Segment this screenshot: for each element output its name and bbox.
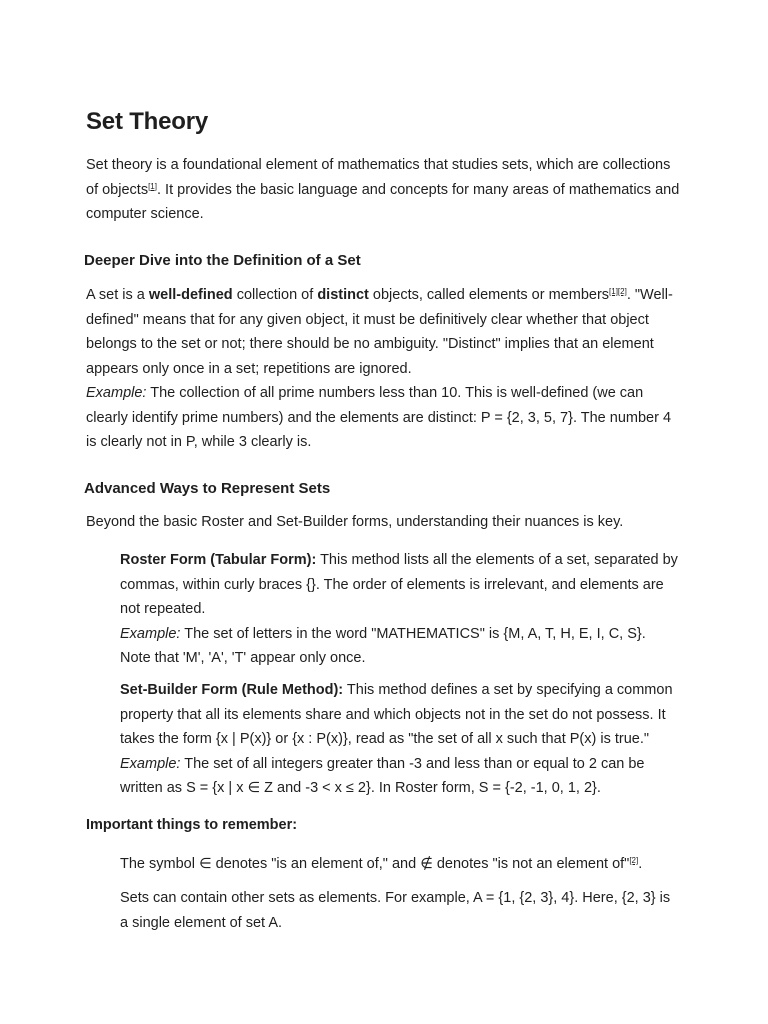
representation-intro: Beyond the basic Roster and Set-Builder forms, understanding their nuances is key. <box>86 514 624 530</box>
citation-link[interactable]: [1] <box>148 181 157 191</box>
citation-link[interactable]: [2] <box>629 856 639 865</box>
remember-heading: Important things to remember: <box>86 817 298 833</box>
example-label: Example: <box>120 755 181 772</box>
definition-heading: Deeper Dive into the Definition of a Set <box>84 252 361 269</box>
definition-text-3: objects, called elements or members <box>368 287 610 303</box>
roster-form-text: This method lists all the elements of a set, separated by commas, within curly braces {}. The order of elements is irrelevant, and elements are not repeated. <box>120 552 678 617</box>
intro-paragraph <box>86 153 682 227</box>
citation-link[interactable]: [1][2] <box>609 287 627 296</box>
definition-text-2: collection of <box>232 287 318 303</box>
page-title: Set Theory <box>86 108 209 135</box>
representation-heading: Advanced Ways to Represent Sets <box>84 480 331 497</box>
well-defined-term: well-defined <box>148 287 233 303</box>
remember-item-1-end: . <box>638 856 643 872</box>
example-label: Example: <box>86 385 147 401</box>
distinct-term: distinct <box>317 287 369 303</box>
example-label: Example: <box>120 625 181 642</box>
set-builder-text: This method defines a set by specifying a common property that all its elements share and which objects not in the set do not possess. It takes the form {x | P(x)} or {x : P(x)}, read as "the set of all x such that P(x) is true." <box>120 682 673 747</box>
definition-text-1: A set is a <box>86 287 149 303</box>
set-builder-label: Set-Builder Form (Rule Method): <box>120 682 344 698</box>
remember-item-2: Sets can contain other sets as elements. For example, A = {1, {2, 3}, 4}. Here, {2, 3} is a single element of set A. <box>120 890 671 931</box>
intro-text-2: . It provides the basic language and concepts for many areas of mathematics and computer science. <box>86 181 680 222</box>
definition-paragraph <box>86 283 682 455</box>
roster-example-text: The set of letters in the word "MATHEMATICS" is {M, A, T, H, E, I, C, S}. Note that 'M', 'A', 'T' appear only once. <box>120 625 646 666</box>
roster-form-item <box>120 548 680 671</box>
set-builder-item <box>120 678 680 801</box>
set-builder-example-text: The set of all integers greater than -3 and less than or equal to 2 can be written as S = {x | x ∈ Z and -3 < x ≤ 2}. In Roster form, S = {-2, -1, 0, 1, 2}. <box>120 755 645 796</box>
remember-item-1-text: The symbol ∈ denotes "is an element of," and ∉ denotes "is not an element of" <box>120 856 630 872</box>
definition-text-4: . "Well-defined" means that for any given object, it must be definitively clear whether that object belongs to the set or not; there should be no ambiguity. "Distinct" implies that an element appears only once in a set; repetitions are ignored. <box>86 287 673 377</box>
intro-text-1: Set theory is a foundational element of mathematics that studies sets, which are collections of objects <box>86 157 671 198</box>
roster-form-label: Roster Form (Tabular Form): <box>120 552 317 568</box>
remember-item-1 <box>120 852 680 877</box>
definition-example-text: The collection of all prime numbers less than 10. This is well-defined (we can clearly identify prime numbers) and the elements are distinct: P = {2, 3, 5, 7}. The number 4 is clearly not in P, while 3 clearly is. <box>86 385 672 450</box>
